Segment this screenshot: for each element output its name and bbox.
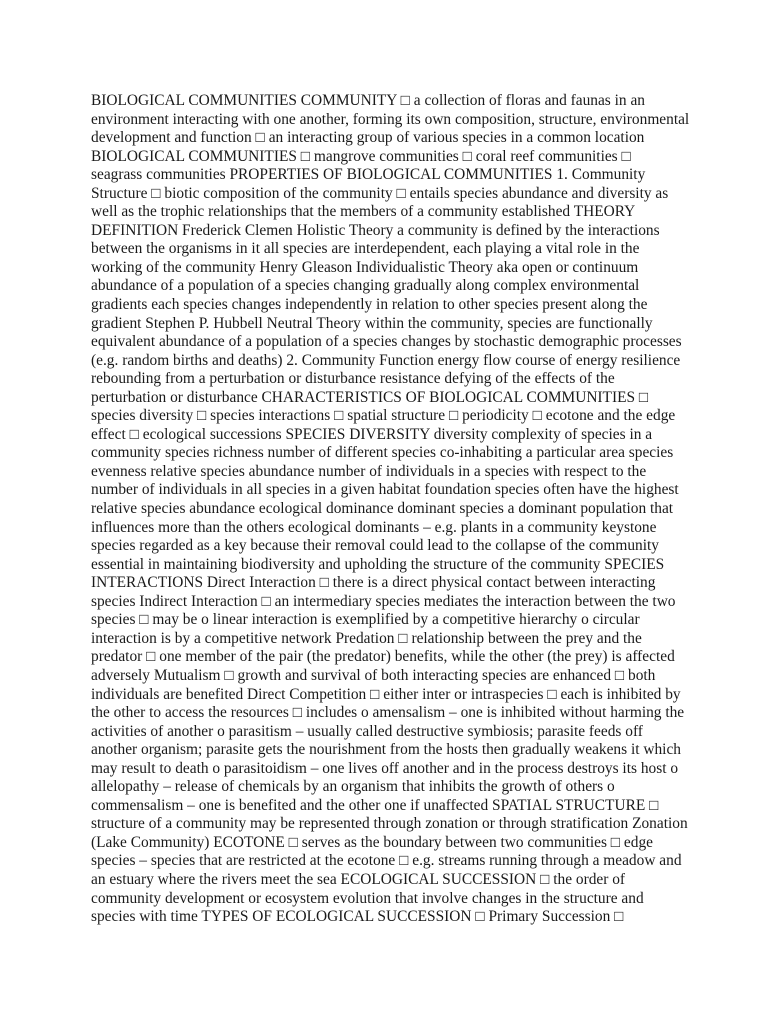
text-line: relative species abundance ecological dominance dominant species a dominant population that	[91, 500, 674, 518]
text-line: species diversity □ species interactions □ spatial structure □ periodicity □ ecotone and the edge	[91, 407, 676, 425]
text-line: development and function □ an interacting group of various species in a common location	[91, 129, 645, 147]
text-line: individuals are benefited Direct Competition □ either inter or intraspecies □ each is inhibited by	[91, 685, 681, 703]
text-line: predator □ one member of the pair (the predator) benefits, while the other (the prey) is affected	[91, 648, 675, 666]
text-line: environment interacting with one another, forming its own composition, structure, environmental	[91, 110, 690, 128]
text-line: structure of a community may be represented through zonation or through stratification Zonation	[91, 815, 688, 833]
text-line: evenness relative species abundance number of individuals in a species with respect to the	[91, 462, 647, 480]
text-line: (e.g. random births and deaths) 2. Community Function energy flow course of energy resilience	[91, 351, 681, 369]
text-line: DEFINITION Frederick Clemen Holistic Theory a community is defined by the interactions	[91, 221, 660, 239]
text-line: species – species that are restricted at the ecotone □ e.g. streams running through a meadow and	[91, 852, 682, 870]
text-line: equivalent abundance of a population of a species changes by stochastic demographic processes	[91, 333, 682, 351]
text-line: BIOLOGICAL COMMUNITIES □ mangrove communities □ coral reef communities □	[91, 147, 631, 165]
text-line: interaction is by a competitive network Predation □ relationship between the prey and the	[91, 629, 642, 647]
text-line: commensalism – one is benefited and the other one if unaffected SPATIAL STRUCTURE □	[91, 796, 659, 814]
text-line: may result to death o parasitoidism – one lives off another and in the process destroys its host o	[91, 759, 679, 777]
text-line: (Lake Community) ECOTONE □ serves as the boundary between two communities □ edge	[91, 833, 653, 851]
text-line: abundance of a population of a species changing gradually along complex environmental	[91, 277, 640, 295]
text-line: working of the community Henry Gleason Individualistic Theory aka open or continuum	[91, 258, 639, 276]
text-line: species □ may be o linear interaction is exemplified by a competitive hierarchy o circular	[91, 611, 640, 629]
text-line: seagrass communities PROPERTIES OF BIOLOGICAL COMMUNITIES 1. Community	[91, 166, 646, 184]
text-line: essential in maintaining biodiversity and upholding the structure of the community SPECIES	[91, 555, 665, 573]
text-line: rebounding from a perturbation or disturbance resistance defying of the effects of the	[91, 370, 615, 388]
text-line: well as the trophic relationships that the members of a community established THEORY	[91, 203, 636, 221]
text-line: the other to access the resources □ includes o amensalism – one is inhibited without harming the	[91, 704, 685, 722]
text-line: species with time TYPES OF ECOLOGICAL SUCCESSION □ Primary Succession □	[91, 908, 624, 926]
text-line: gradients each species changes independently in relation to other species present along the	[91, 296, 648, 314]
text-line: community species richness number of different species co-inhabiting a particular area species	[91, 444, 674, 462]
document-body-text	[91, 92, 691, 927]
text-line: activities of another o parasitism – usually called destructive symbiosis; parasite feeds off	[91, 722, 643, 740]
text-line: number of individuals in all species in a given habitat foundation species often have the highest	[91, 481, 679, 499]
text-line: INTERACTIONS Direct Interaction □ there is a direct physical contact between interacting	[91, 574, 656, 592]
text-line: another organism; parasite gets the nourishment from the hosts then gradually weakens it which	[91, 741, 681, 759]
text-line: Structure □ biotic composition of the community □ entails species abundance and diversity as	[91, 184, 669, 202]
text-line: species regarded as a key because their removal could lead to the collapse of the community	[91, 537, 659, 555]
text-line: species Indirect Interaction □ an intermediary species mediates the interaction between the two	[91, 592, 676, 610]
text-line: BIOLOGICAL COMMUNITIES COMMUNITY □ a collection of floras and faunas in an	[91, 92, 645, 109]
text-line: perturbation or disturbance CHARACTERISTICS OF BIOLOGICAL COMMUNITIES □	[91, 388, 649, 406]
text-line: adversely Mutualism □ growth and survival of both interacting species are enhanced □ both	[91, 666, 656, 684]
text-line: community development or ecosystem evolution that involve changes in the structure and	[91, 889, 644, 907]
text-line: gradient Stephen P. Hubbell Neutral Theory within the community, species are functionally	[91, 314, 653, 332]
text-line: effect □ ecological successions SPECIES DIVERSITY diversity complexity of species in a	[91, 425, 653, 443]
text-line: an estuary where the rivers meet the sea ECOLOGICAL SUCCESSION □ the order of	[91, 870, 626, 888]
text-line: allelopathy – release of chemicals by an organism that inhibits the growth of others o	[91, 778, 615, 796]
text-line: influences more than the others ecological dominants – e.g. plants in a community keystone	[91, 518, 657, 536]
text-line: between the organisms in it all species are interdependent, each playing a vital role in the	[91, 240, 640, 258]
